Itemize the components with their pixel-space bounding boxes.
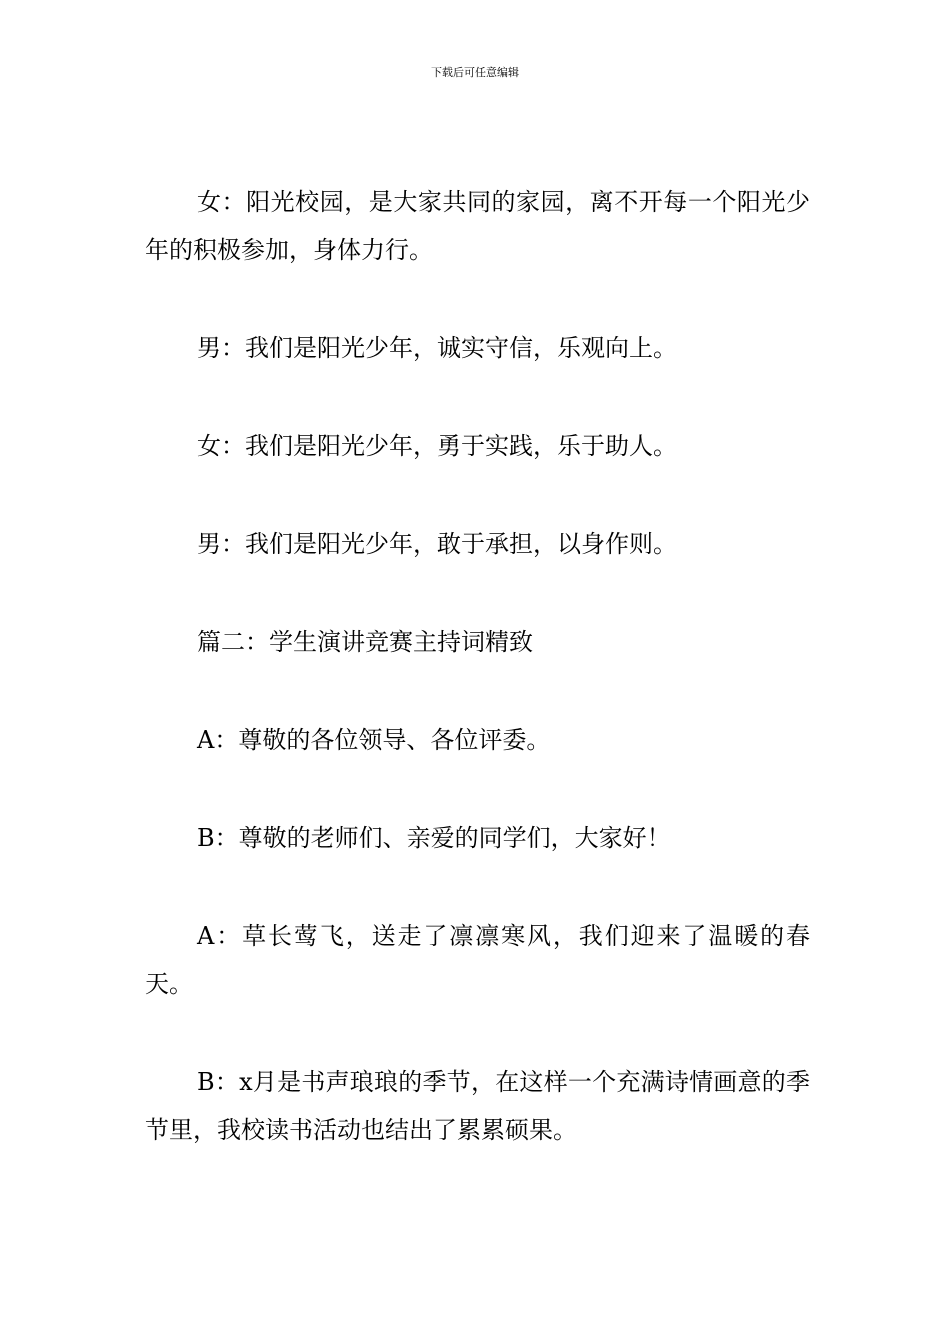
paragraph-b-2: B：x月是书声琅琅的季节，在这样一个充满诗情画意的季节里，我校读书活动也结出了累累硕果。 [145, 1068, 810, 1144]
paragraph-a-1: A：尊敬的各位领导、各位评委。 [197, 726, 551, 754]
paragraph-male-2: 男：我们是阳光少年，敢于承担，以身作则。 [197, 530, 677, 558]
paragraph-male-1: 男：我们是阳光少年，诚实守信，乐观向上。 [197, 334, 677, 362]
paragraph-b-1: B：尊敬的老师们、亲爱的同学们，大家好！ [197, 824, 671, 852]
document-body [145, 178, 810, 1154]
page-header: 下载后可任意编辑 [431, 66, 519, 79]
paragraph-female-2: 女：我们是阳光少年，勇于实践，乐于助人。 [197, 432, 677, 460]
paragraph-a-2: A：草长莺飞，送走了凛凛寒风，我们迎来了温暖的春天。 [145, 922, 810, 998]
section-heading: 篇二：学生演讲竞赛主持词精致 [197, 628, 533, 656]
paragraph-female-1: 女：阳光校园，是大家共同的家园，离不开每一个阳光少年的积极参加，身体力行。 [145, 188, 810, 264]
